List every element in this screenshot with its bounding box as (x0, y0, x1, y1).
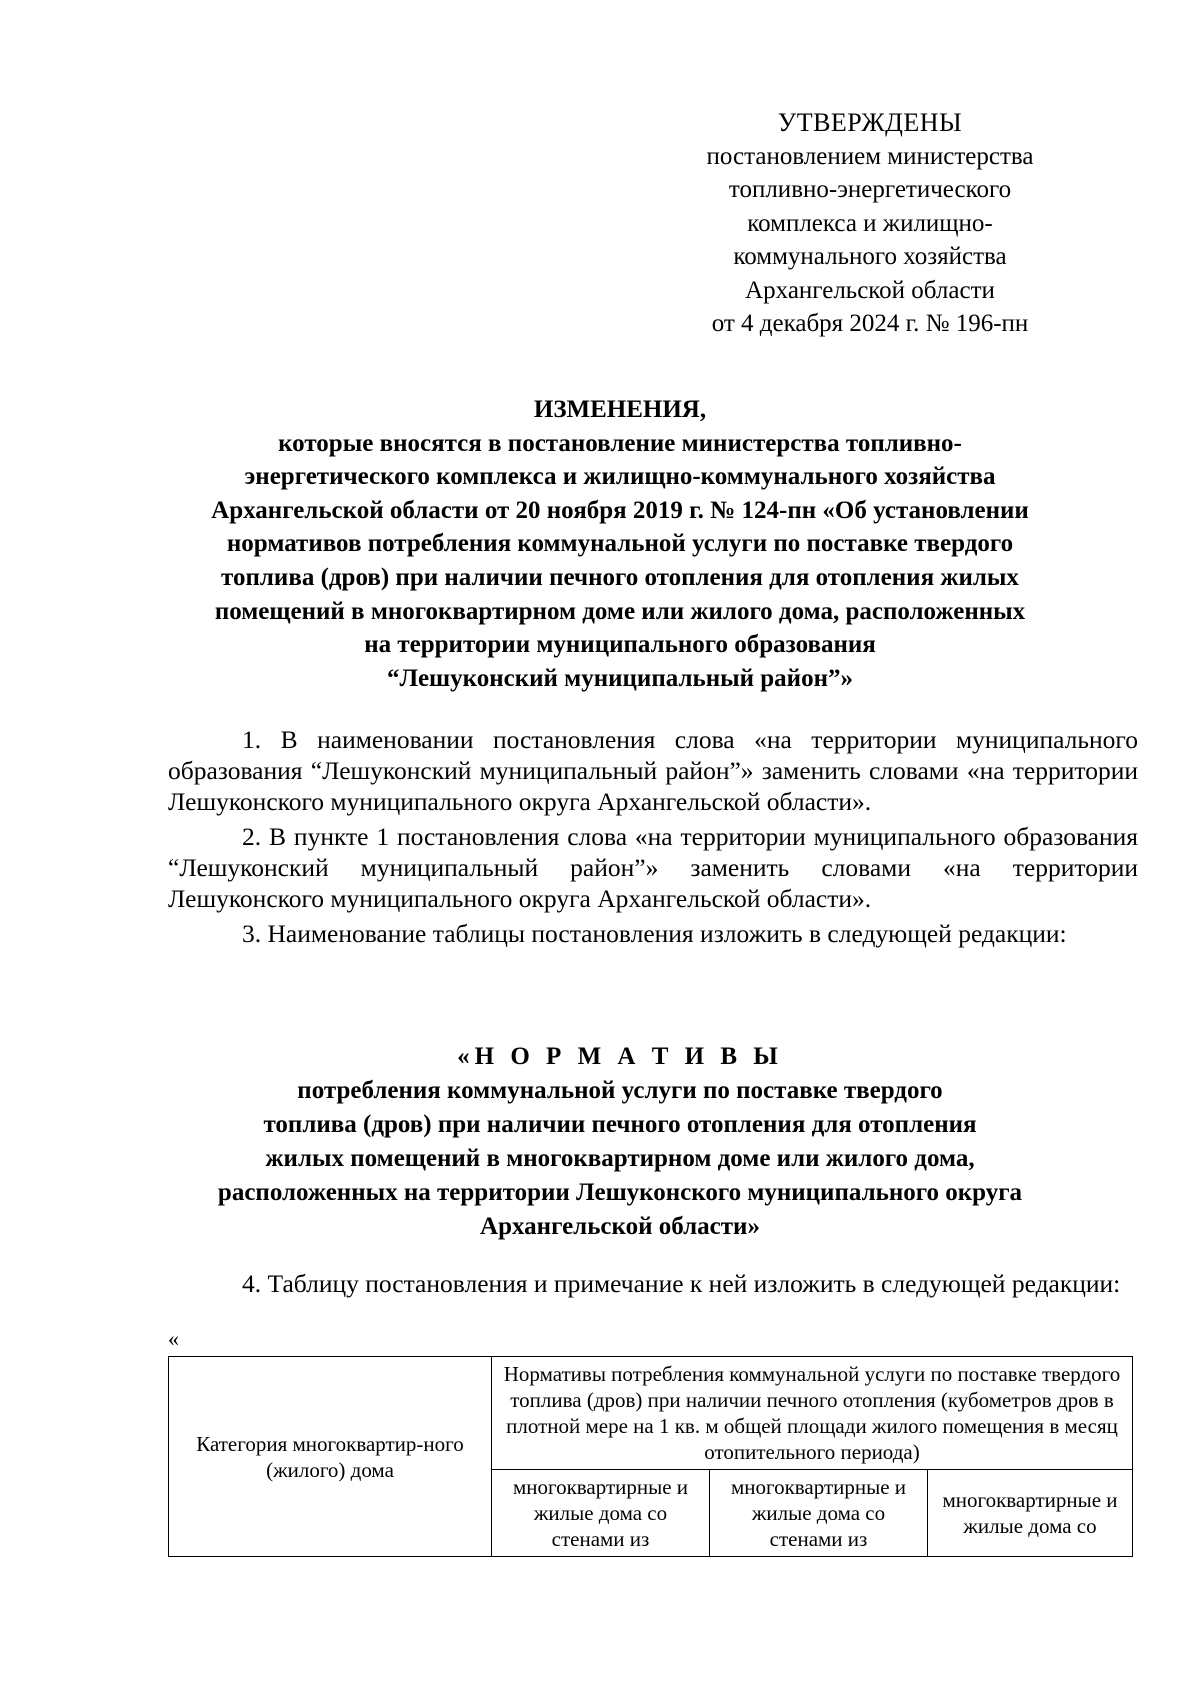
normatives-line: потребления коммунальной услуги по поставке твердого (297, 1077, 943, 1104)
approval-line: Архангельской области (745, 276, 995, 304)
title-heading: ИЗМЕНЕНИЯ, (533, 396, 707, 423)
approval-line: комплекса и жилищно- (747, 209, 993, 237)
title-line: “Лешуконский муниципальный район”» (386, 664, 853, 692)
norms-header: Нормативы потребления коммунальной услуги по поставке твердого топлива (дров) при наличии печного отопления (кубометров дров в плотной мере на 1 кв. м общей площади жилого помещения в месяц отопительного периода) (492, 1357, 1133, 1470)
normatives-heading: «Н О Р М А Т И В Ы (457, 1043, 783, 1070)
subheader-cell: многоквартирные и жилые дома со стенами из (492, 1470, 710, 1557)
document-title (140, 393, 1100, 695)
title-line: нормативов потребления коммунальной услуги по поставке твердого (226, 530, 1014, 558)
approval-line: топливно-энергетического (728, 176, 1012, 203)
title-line: Архангельской области от 20 ноября 2019 г. № 124-пн «Об установлении (211, 496, 1029, 524)
amendment-paragraphs (168, 724, 1138, 949)
title-line: топлива (дров) при наличии печного отопления для отопления жилых (221, 563, 1019, 591)
title-line: энергетического комплекса и жилищно-коммунального хозяйства (244, 463, 996, 491)
normatives-line: топлива (дров) при наличии печного отопления для отопления (263, 1111, 977, 1138)
normatives-line: расположенных на территории Лешуконского муниципального округа (217, 1179, 1023, 1206)
paragraph-2: 2. В пункте 1 постановления слова «на территории муниципального образования “Лешуконский муниципальный район”» заменить словами «на территории Лешуконского муниципального округа Архангельской области». (168, 822, 1138, 913)
table-header-row (169, 1357, 1133, 1470)
approval-line: постановлением министерства (706, 142, 1034, 170)
paragraph-4-block (168, 1268, 1138, 1299)
normatives-line: жилых помещений в многоквартирном доме или жилого дома, (265, 1145, 975, 1172)
paragraph-1: 1. В наименовании постановления слова «на территории муниципального образования “Лешуконский муниципальный район”» заменить словами «на территории Лешуконского муниципального округа Архангельской области». (168, 725, 1138, 816)
approval-line: от 4 декабря 2024 г. № 196-пн (711, 310, 1029, 337)
normatives-line: Архангельской области» (480, 1213, 760, 1240)
approval-heading: УТВЕРЖДЕНЫ (777, 108, 963, 137)
normatives-table (168, 1356, 1133, 1557)
subheader-cell: многоквартирные и жилые дома со (928, 1470, 1133, 1557)
title-line: которые вносятся в постановление министерства топливно- (278, 429, 962, 457)
approval-stamp (660, 106, 1080, 341)
normatives-heading-block (140, 1040, 1100, 1244)
title-line: на территории муниципального образования (364, 631, 876, 659)
table-open-quote: « (168, 1326, 179, 1351)
approval-line: коммунального хозяйства (733, 243, 1007, 270)
subheader-cell: многоквартирные и жилые дома со стенами из (710, 1470, 928, 1557)
title-line: помещений в многоквартирном доме или жилого дома, расположенных (214, 597, 1026, 625)
category-header: Категория многоквартир-ного (жилого) дома (169, 1357, 492, 1557)
paragraph-3: 3. Наименование таблицы постановления изложить в следующей редакции: (242, 919, 1067, 948)
paragraph-4: 4. Таблицу постановления и примечание к ней изложить в следующей редакции: (242, 1269, 1121, 1298)
